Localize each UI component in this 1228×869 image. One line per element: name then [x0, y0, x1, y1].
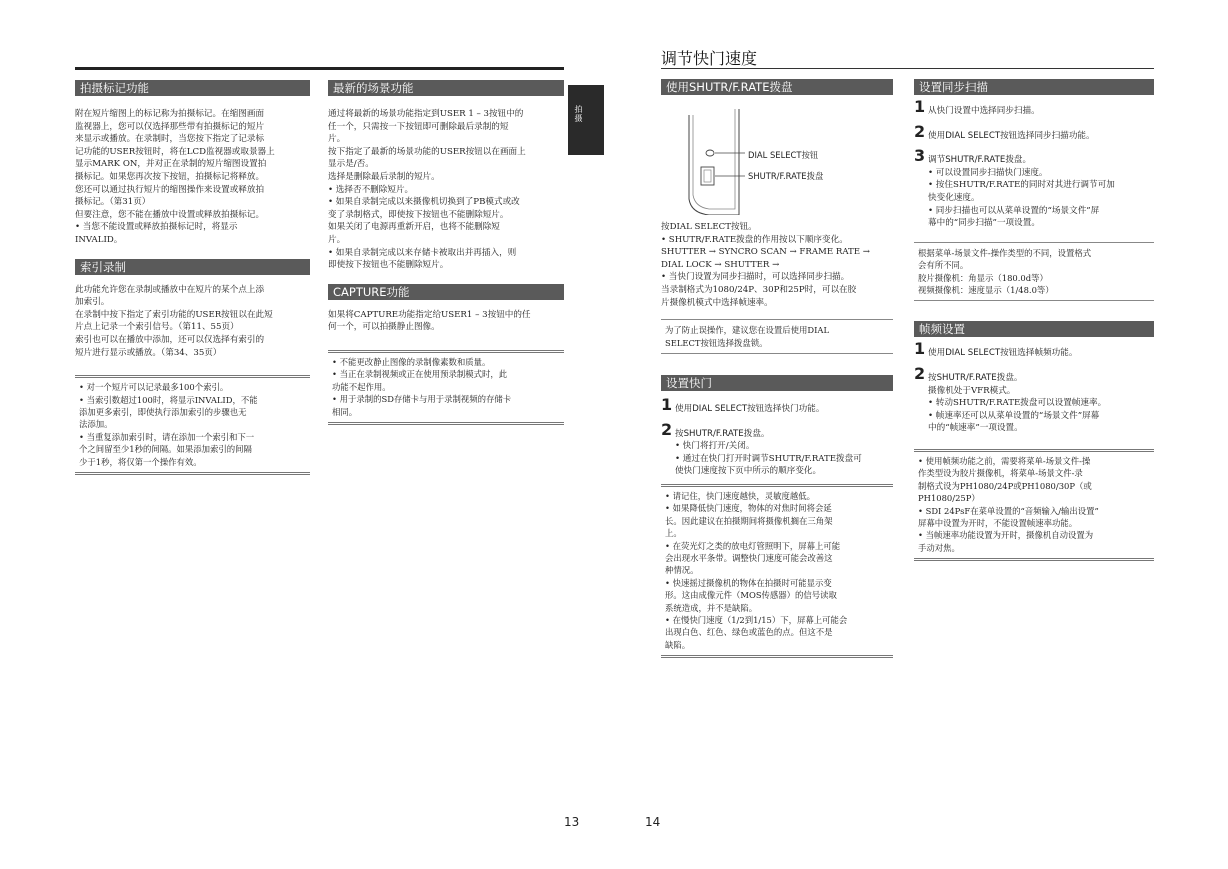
text-line: 如果关闭了电源再重新开启，也将不能删除短 — [328, 222, 500, 233]
text-line: 显示MARK ON，并对正在录制的短片缩图设置拍 — [75, 159, 267, 170]
section-frame-rate-title: 帧频设置 — [914, 321, 1154, 337]
text-line: 上。 — [665, 528, 682, 539]
section-dial-title: 使用SHUTR/F.RATE拨盘 — [661, 79, 893, 95]
text-line: 少于1秒，将仅第一个操作有效。 — [79, 456, 202, 467]
text-line: 片。 — [328, 134, 346, 145]
text-line: 制格式设为PH1080/24P或PH1080/30P（或 — [918, 480, 1092, 491]
text-line: • 当正在录制视频或正在使用预录制模式时，此 — [332, 369, 508, 380]
text-line: 根据菜单-场景文件-操作类型的不同，设置格式 — [918, 247, 1092, 258]
section-marker-bullets — [75, 221, 310, 246]
text-line: 手动对焦。 — [918, 542, 960, 553]
text-line: • 可以设置同步扫描快门速度。 — [928, 167, 1048, 178]
shutter-step-1-text: 使用DIAL SELECT按钮选择快门功能。 — [675, 403, 825, 414]
text-line: • 当帧速率功能设置为开时，摄像机自动设置为 — [918, 530, 1094, 541]
title-rule — [661, 68, 1154, 69]
text-line: • SDI 24PsF在菜单设置的“音频输入/输出设置” — [918, 505, 1099, 516]
section-shutter-title: 设置快门 — [661, 375, 893, 391]
text-line: 索引也可以在播放中添加，还可以仅选择有索引的 — [75, 334, 265, 345]
text-line: 选择是删除最后录制的短片。 — [328, 171, 440, 182]
text-line: 屏幕中设置为开时，不能设置帧速率功能。 — [918, 517, 1078, 528]
section-shutter-notes — [661, 484, 893, 658]
label-dial-select: DIAL SELECT按钮 — [748, 150, 819, 160]
label-shutr-dial: SHUTR/F.RATE拨盘 — [748, 171, 824, 181]
frame-step-2-bullets — [914, 397, 1154, 435]
text-line: 个之间留至少1秒的间隔。如果添加索引的间隔 — [79, 444, 252, 455]
text-line: • 帧速率还可以从菜单设置的“场景文件”屏幕 — [928, 410, 1100, 421]
text-line: 为了防止误操作，建议您在设置后使用DIAL — [665, 325, 830, 336]
text-line: 种情况。 — [665, 565, 699, 576]
step-number-1: 1 — [661, 394, 673, 414]
right-column-1 — [661, 79, 893, 658]
section-dial-body — [661, 221, 893, 234]
shutter-step-2 — [661, 419, 893, 441]
dial-lock-note — [661, 319, 893, 354]
sync-step-3-text: 调节SHUTR/F.RATE拨盘。 — [928, 155, 1032, 166]
text-line: DIAL LOCK → SHUTTER → — [661, 259, 780, 270]
frame-step-2-sub — [914, 385, 1154, 398]
left-column-1 — [75, 80, 310, 475]
text-line: 长。因此建议在拍摄期间将摄像机搁在三角架 — [665, 515, 833, 526]
side-tab — [568, 85, 604, 155]
text-line: • 如果降低快门速度，物体的对焦时间将会延 — [665, 503, 832, 514]
section-capture-title: CAPTURE功能 — [328, 284, 564, 300]
page-number-14: 14 — [645, 815, 661, 829]
text-line: 任一个，只需按一下按钮即可删除最后录制的短 — [328, 121, 509, 132]
step-number-2: 2 — [914, 363, 926, 383]
text-line: • 使用帧频功能之前，需要将菜单-场景文件-操 — [918, 455, 1091, 466]
text-line: 显示是/否。 — [328, 159, 374, 170]
sync-step-1-text: 从快门设置中选择同步扫描。 — [928, 106, 1040, 116]
text-line: 系统造成，并不是缺陷。 — [665, 602, 758, 613]
step-number-3: 3 — [914, 146, 926, 166]
section-last-scene-body — [328, 108, 564, 184]
section-index-title: 索引录制 — [75, 259, 310, 275]
frame-step-1 — [914, 339, 1154, 360]
text-line: • 转动SHUTR/F.RATE拨盘可以设置帧速率。 — [928, 398, 1107, 409]
left-column-2 — [328, 80, 564, 425]
text-line: 添加更多索引，即使执行添加索引的步骤也无 — [79, 406, 247, 417]
text-line: 何一个，可以拍摄静止图像。 — [328, 322, 440, 333]
frame-step-2-sub-text: 摄像机处于VFR模式。 — [928, 385, 1016, 396]
text-line: 片点上记录一个索引信号。（第11、55页） — [75, 322, 239, 333]
text-line: 使快门速度按下页中所示的顺序变化。 — [675, 466, 822, 477]
frame-step-2-text: 按SHUTR/F.RATE拨盘。 — [928, 372, 1023, 383]
text-line: SHUTTER → SYNCRO SCAN → FRAME RATE → — [661, 247, 870, 258]
text-line: 相同。 — [332, 406, 358, 417]
text-line: 摄标记。如果您再次按下按钮，拍摄标记将释放。 — [75, 171, 265, 182]
page-number-13: 13 — [564, 815, 580, 829]
shutter-step-2-text: 按SHUTR/F.RATE拨盘。 — [675, 428, 770, 439]
text-line: • 同步扫描也可以从菜单设置的“场景文件”屏 — [928, 205, 1100, 216]
sync-step-3 — [914, 146, 1154, 167]
shutter-step-1 — [661, 394, 893, 416]
text-line: 视频摄像机：速度显示（1/48.0等） — [918, 284, 1054, 295]
text-line: 形。这由成像元件（MOS传感器）的信号读取 — [665, 590, 837, 601]
text-line: • 通过在快门打开时调节SHUTR/F.RATE拨盘可 — [675, 453, 862, 464]
text-line: 监视器上，您可以仅选择那些带有拍摄标记的短片 — [75, 121, 265, 132]
step-number-1: 1 — [914, 97, 926, 116]
text-line: • 不能更改静止图像的录制像素数和质量。 — [332, 356, 491, 367]
text-line: • SHUTR/F.RATE拨盘的作用按以下顺序变化。 — [661, 234, 848, 245]
text-line: INVALID。 — [75, 234, 123, 245]
text-line: 即使按下按钮也不能删除短片。 — [328, 260, 449, 271]
camera-illustration — [661, 95, 893, 215]
text-line: • 对一个短片可以记录最多100个索引。 — [79, 382, 229, 393]
text-line: 记功能的USER按钮时，将在LCD监视器或取景器上 — [75, 146, 275, 157]
sync-step-2-text: 使用DIAL SELECT按钮选择同步扫描功能。 — [928, 130, 1095, 141]
section-index-body — [75, 284, 310, 360]
text-line: 会出现水平条带。调整快门速度可能会改善这 — [665, 552, 833, 563]
section-capture-body — [328, 309, 564, 334]
shutter-step-2-bullets — [661, 440, 893, 478]
section-frame-rate-notes — [914, 449, 1154, 561]
text-line: 如果将CAPTURE功能指定给USER1 – 3按钮中的任 — [328, 309, 531, 320]
text-line: 会有所不同。 — [918, 260, 969, 271]
section-dial-bullets — [661, 234, 893, 310]
sync-step-1 — [914, 97, 1154, 118]
sync-step-3-bullets — [914, 167, 1154, 230]
section-last-scene-bullets — [328, 184, 564, 272]
section-marker-title: 拍摄标记功能 — [75, 80, 310, 96]
text-line: • 在荧光灯之类的放电灯管照明下，屏幕上可能 — [665, 540, 841, 551]
text-line: PH1080/25P） — [918, 493, 980, 504]
page-title: 调节快门速度 — [661, 49, 758, 68]
text-line: • 如果自录制完成以来存储卡被取出并再插入，则 — [328, 247, 517, 258]
text-line: 短片进行显示或播放。（第34、35页） — [75, 347, 222, 358]
text-line: • 在慢快门速度（1/2到1/15）下，屏幕上可能会 — [665, 615, 848, 625]
text-line: 此功能允许您在录制或播放中在短片的某个点上添 — [75, 284, 265, 295]
text-line: 作类型设为胶片摄像机，将菜单-场景文件-录 — [918, 468, 1083, 479]
text-line: 您还可以通过执行短片的缩图操作来设置或释放拍 — [75, 184, 265, 195]
text-line: 变了录制格式，即使按下按钮也不能删除短片。 — [328, 209, 509, 220]
text-line: 片摄像机模式中选择帧速率。 — [661, 297, 773, 308]
text-line: • 请记住，快门速度越快，灵敏度越低。 — [665, 490, 815, 501]
text-line: 摄标记。（第31页） — [75, 197, 151, 208]
text-line: • 如果自录制完成以来摄像机切换到了PB模式或改 — [328, 197, 520, 208]
text-line: 但要注意，您不能在播放中设置或释放拍摄标记。 — [75, 209, 265, 220]
sync-format-note — [914, 242, 1154, 302]
text-line: 快变化速度。 — [928, 192, 980, 203]
text-line: 通过将最新的场景功能指定到USER 1 – 3按钮中的 — [328, 109, 524, 119]
text-line: 缺陷。 — [665, 639, 691, 650]
text-line: 来显示或播放。在录制时，当您按下指定了记录标 — [75, 134, 265, 145]
text-line: • 按住SHUTR/F.RATE的同时对其进行调节可加 — [928, 180, 1115, 191]
text-line: 按DIAL SELECT按钮。 — [661, 222, 757, 232]
text-line: • 当您不能设置或释放拍摄标记时，将显示 — [75, 222, 238, 233]
sync-step-2 — [914, 121, 1154, 143]
section-last-scene-title: 最新的场景功能 — [328, 80, 564, 96]
text-line: • 当索引数超过100时，将显示INVALID，不能 — [79, 394, 258, 405]
text-line: • 快速摇过摄像机的物体在拍摄时可能显示变 — [665, 577, 832, 588]
step-number-2: 2 — [661, 419, 673, 439]
text-line: 中的“帧速率”一项设置。 — [928, 423, 1023, 434]
right-column-2 — [914, 79, 1154, 561]
text-line: 加索引。 — [75, 297, 110, 308]
section-marker-body — [75, 108, 310, 221]
text-line: • 用于录制的SD存储卡与用于录制视频的存储卡 — [332, 394, 512, 405]
section-index-notes — [75, 375, 310, 475]
text-line: 片。 — [328, 234, 346, 245]
text-line: 附在短片缩图上的标记称为拍摄标记。在缩图画面 — [75, 109, 265, 119]
step-number-1: 1 — [914, 339, 926, 359]
text-line: • 快门将打开/关闭。 — [675, 441, 755, 452]
text-line: 出现白色、红色、绿色或蓝色的点。但这不是 — [665, 627, 833, 638]
text-line: • 当快门设置为同步扫描时，可以选择同步扫描。 — [661, 272, 850, 283]
text-line: 功能不起作用。 — [332, 381, 391, 392]
text-line: 幕中的“同步扫描”一项设置。 — [928, 218, 1040, 229]
top-rule — [75, 67, 564, 70]
text-line: 法添加。 — [79, 419, 113, 430]
text-line: 胶片摄像机：角显示（180.0d等） — [918, 272, 1048, 283]
text-line: 当录制格式为1080/24P、30P和25P时，可以在胶 — [661, 284, 857, 295]
frame-step-1-text: 使用DIAL SELECT按钮选择帧频功能。 — [928, 348, 1078, 359]
text-line: SELECT按钮选择拨盘锁。 — [665, 337, 768, 348]
text-line: • 当重复添加索引时，请在添加一个索引和下一 — [79, 431, 255, 442]
section-capture-notes — [328, 350, 564, 425]
frame-step-2 — [914, 363, 1154, 385]
section-sync-title: 设置同步扫描 — [914, 79, 1154, 95]
text-line: 按下指定了最新的场景功能的USER按钮以在画面上 — [328, 146, 526, 157]
text-line: 在录制中按下指定了索引功能的USER按钮以在此短 — [75, 309, 273, 320]
text-line: • 选择否不删除短片。 — [328, 184, 414, 195]
side-tab-label: 拍摄 — [574, 105, 583, 123]
step-number-2: 2 — [914, 121, 926, 141]
